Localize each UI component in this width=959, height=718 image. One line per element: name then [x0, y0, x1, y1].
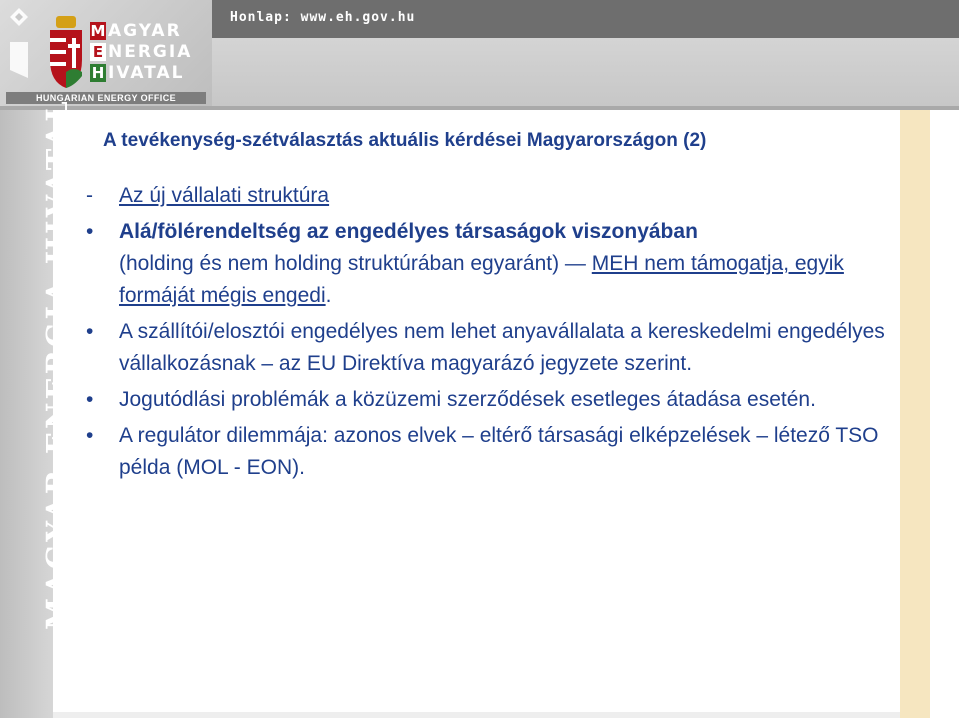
list-item-text: A szállítói/elosztói engedélyes nem lehet anyavállalata a kereskedelmi engedélyes vállalkozásnak – az EU Direktíva magyarázó jegyzete szerint.	[119, 320, 885, 375]
header-divider	[0, 106, 959, 110]
list-item	[70, 384, 890, 416]
homepage-url[interactable]: Honlap: www.eh.gov.hu	[230, 10, 416, 25]
logo-initial-m: M	[90, 21, 106, 40]
list-item-text: (holding és nem holding struktúrában egyaránt) —	[119, 252, 592, 275]
logo-initial-e: E	[90, 43, 106, 61]
header-band	[212, 38, 959, 110]
bottom-edge	[53, 712, 900, 718]
right-accent-strip	[900, 110, 930, 718]
header	[0, 0, 959, 110]
side-vertical-text: MAGYAR ENERGIA HIVATAL	[40, 98, 74, 630]
bullet-marker: •	[86, 220, 94, 243]
meh-statement: MEH nem támogatja, egyik formáját mégis engedi	[119, 252, 844, 307]
logo-wordmark	[90, 20, 205, 83]
side-text-container	[0, 0, 74, 718]
dash-marker: -	[86, 184, 93, 207]
logo-word-3: IVATAL	[108, 62, 185, 83]
list-item	[70, 216, 890, 312]
list-item	[70, 420, 890, 484]
logo-line-3	[90, 62, 205, 83]
bullet-marker: •	[86, 320, 94, 343]
right-margin	[930, 110, 959, 718]
list-item-lead: Alá/fölérendeltség az engedélyes társaságok viszonyában	[119, 220, 698, 243]
coat-of-arms-icon	[48, 16, 84, 88]
logo-word-2: NERGIA	[108, 41, 193, 62]
bullet-list	[70, 180, 890, 484]
logo-line-2	[90, 41, 205, 62]
logo-subtitle: HUNGARIAN ENERGY OFFICE	[6, 92, 206, 104]
list-item-end: .	[325, 284, 332, 307]
list-item-text: A regulátor dilemmája: azonos elvek – eltérő társasági elképzelések – létező TSO példa (MOL - EON).	[119, 424, 879, 479]
slide-title: A tevékenység-szétválasztás aktuális kérdései Magyarországon (2)	[103, 130, 707, 151]
logo-line-1	[90, 20, 205, 41]
top-bar	[212, 0, 959, 38]
list-item	[70, 180, 890, 212]
list-item-text: Jogutódlási problémák a közüzemi szerződések esetleges átadása esetén.	[119, 388, 816, 411]
list-item	[70, 316, 890, 380]
list-item-text: Az új vállalati struktúra	[119, 184, 330, 207]
logo-word-1: AGYAR	[108, 20, 182, 41]
logo-initial-h: H	[91, 63, 105, 82]
bullet-marker: •	[86, 388, 94, 411]
bullet-marker: •	[86, 424, 94, 447]
slide-content	[70, 130, 890, 484]
